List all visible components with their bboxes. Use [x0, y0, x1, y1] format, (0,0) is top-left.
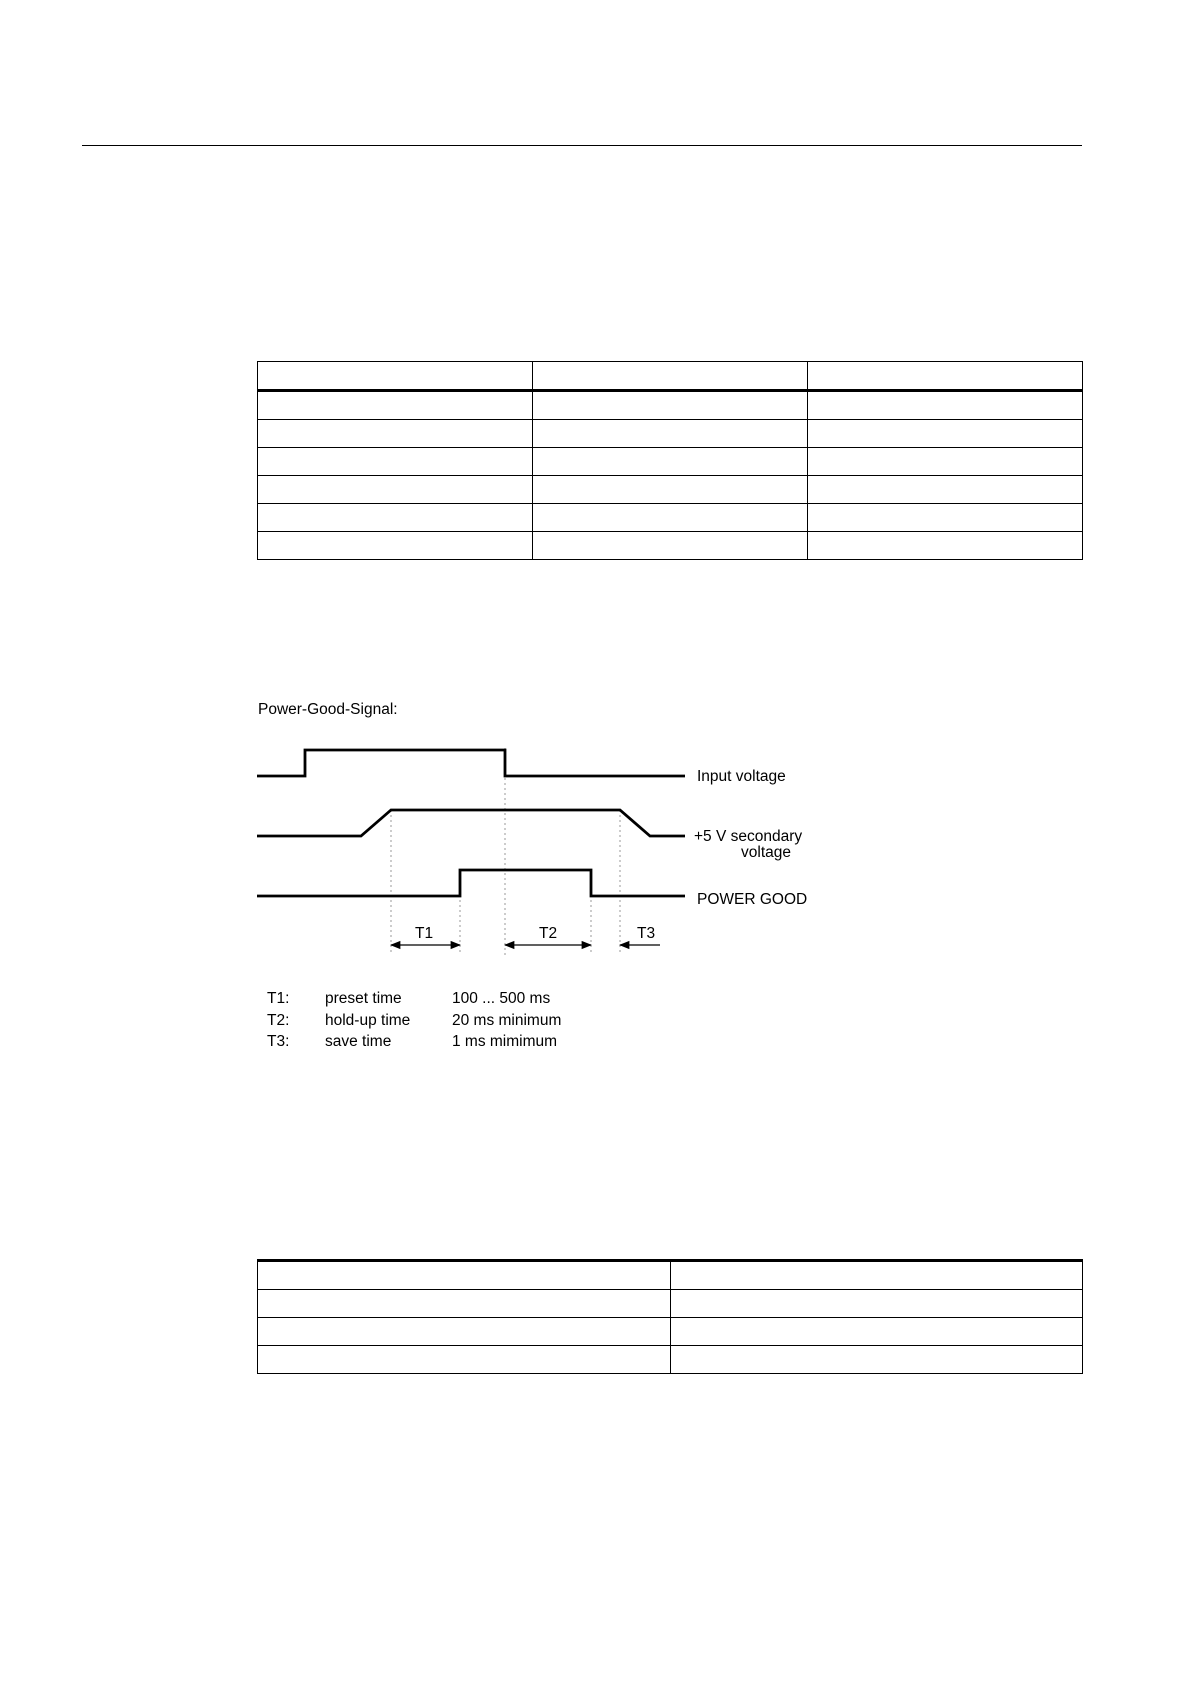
secondary-voltage-trace [257, 810, 685, 836]
table-cell [670, 1261, 1083, 1290]
legend-name: save time [325, 1033, 392, 1050]
legend-value: 20 ms minimum [452, 1011, 562, 1029]
timing-guide-lines [391, 748, 620, 955]
table-row [258, 1346, 1083, 1374]
table-row [258, 1318, 1083, 1346]
table-cell [258, 1318, 671, 1346]
interval-label-t2: T2 [539, 925, 558, 942]
table-cell [258, 1261, 671, 1290]
legend-name: preset time [325, 990, 402, 1007]
diagram-title: Power-Good-Signal: [258, 701, 398, 718]
legend-key: T1: [267, 990, 290, 1007]
table-cell [670, 1290, 1083, 1318]
table-row [258, 1290, 1083, 1318]
table-cell [258, 1290, 671, 1318]
interval-label-t1: T1 [415, 925, 434, 942]
signal-label-power-good: POWER GOOD [697, 891, 808, 908]
input-voltage-trace [257, 750, 685, 776]
interval-label-t3: T3 [637, 925, 656, 942]
legend-value: 100 ... 500 ms [452, 990, 551, 1007]
legend-value: 1 ms mimimum [452, 1033, 558, 1050]
signal-label-input-voltage: Input voltage [697, 768, 786, 785]
table-cell [670, 1318, 1083, 1346]
spec-table-bottom [257, 1259, 1083, 1374]
power-good-trace [257, 870, 685, 896]
signal-label-secondary-voltage: +5 V secondary [694, 828, 803, 845]
table-cell [670, 1346, 1083, 1374]
legend-key: T2: [267, 1011, 290, 1029]
table-cell [258, 1346, 671, 1374]
signal-label-secondary-voltage-line2: voltage [741, 844, 791, 861]
table-header-row [258, 1261, 1083, 1290]
legend-name: hold-up time [325, 1011, 411, 1029]
legend-key: T3: [267, 1033, 290, 1050]
